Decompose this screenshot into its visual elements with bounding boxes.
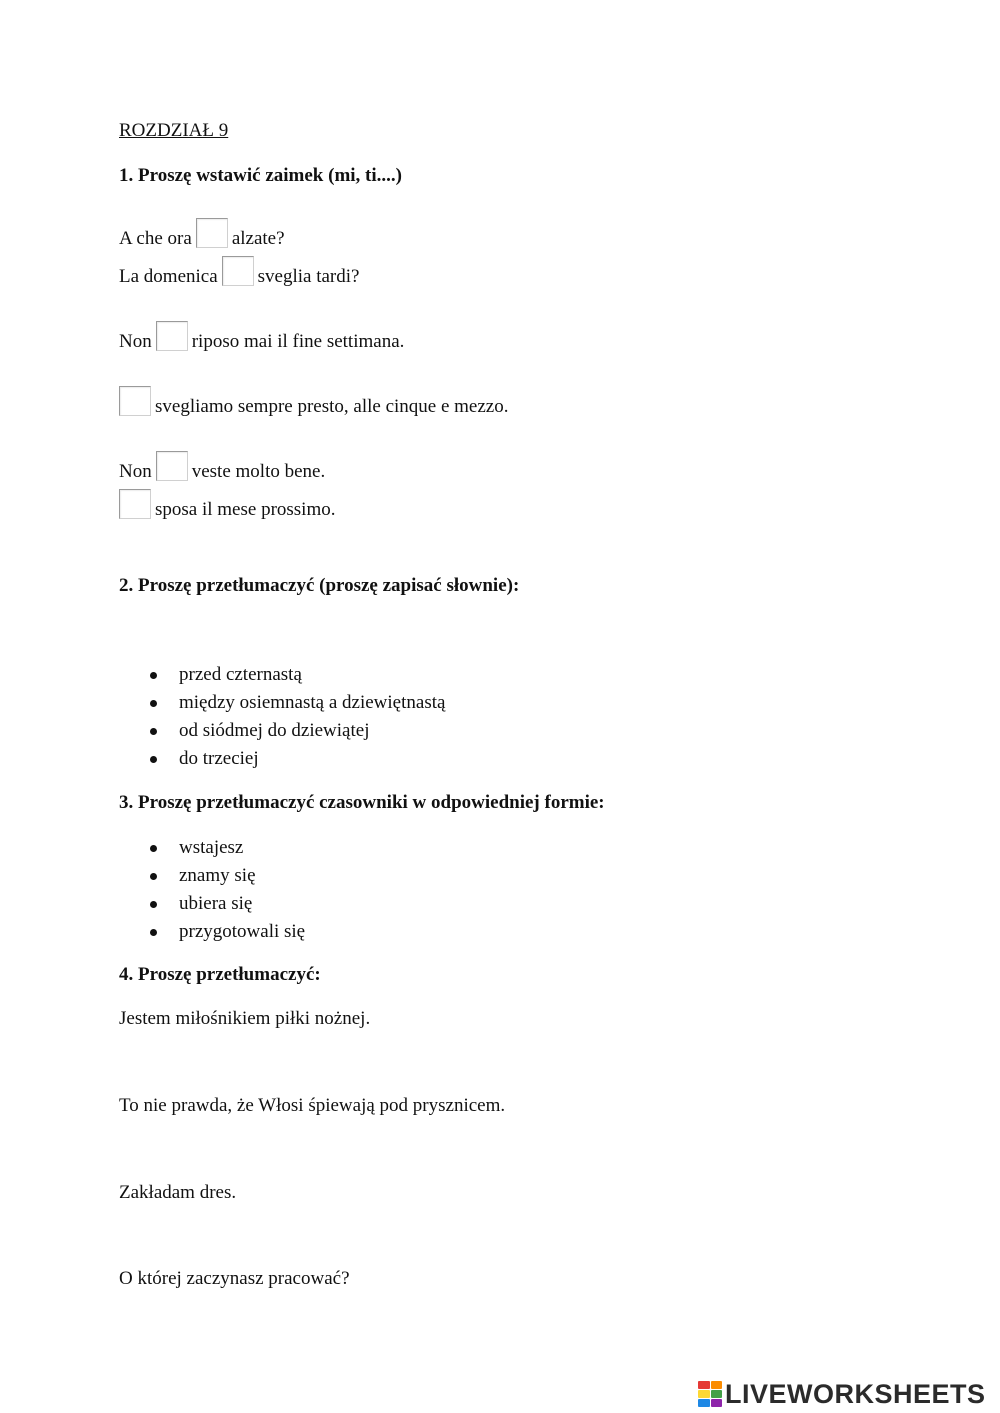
section-3-list [119, 837, 305, 949]
liveworksheets-logo [698, 1378, 986, 1410]
sentence-after: sveglia tardi? [257, 266, 360, 287]
list-item: między osiemnastą a dziewiętnastą [119, 692, 445, 720]
fill-sentence-5 [119, 451, 325, 483]
section-3-heading: 3. Proszę przetłumaczyć czasowniki w odpowiedniej formie: [119, 792, 605, 813]
answer-box-6[interactable] [119, 489, 151, 519]
bullet-icon [150, 700, 157, 707]
bullet-icon [150, 901, 157, 908]
sentence-after: alzate? [231, 228, 285, 249]
fill-sentence-2 [119, 256, 359, 288]
sentence-after: sposa il mese prossimo. [155, 499, 336, 520]
sentence-after: svegliamo sempre presto, alle cinque e mezzo. [155, 396, 509, 417]
sentence-before: A che ora [119, 228, 192, 249]
answer-box-2[interactable] [222, 256, 254, 286]
answer-box-3[interactable] [156, 321, 188, 351]
bullet-icon [150, 728, 157, 735]
list-item: od siódmej do dziewiątej [119, 720, 445, 748]
translate-sentence-4: O której zaczynasz pracować? [119, 1268, 350, 1289]
bullet-icon [150, 873, 157, 880]
list-item: przed czternastą [119, 664, 445, 692]
sentence-before: Non [119, 331, 152, 352]
chapter-title: ROZDZIAŁ 9 [119, 120, 229, 141]
translate-sentence-1: Jestem miłośnikiem piłki nożnej. [119, 1008, 371, 1029]
bullet-icon [150, 929, 157, 936]
logo-icon [698, 1381, 722, 1407]
sentence-after: riposo mai il fine settimana. [191, 331, 405, 352]
bullet-icon [150, 756, 157, 763]
logo-text: LIVEWORKSHEETS [725, 1379, 986, 1409]
section-1-heading: 1. Proszę wstawić zaimek (mi, ti....) [119, 165, 402, 186]
sentence-before: Non [119, 461, 152, 482]
bullet-icon [150, 672, 157, 679]
answer-box-1[interactable] [196, 218, 228, 248]
fill-sentence-3 [119, 321, 404, 353]
translate-sentence-3: Zakładam dres. [119, 1182, 237, 1203]
sentence-before: La domenica [119, 266, 218, 287]
translate-sentence-2: To nie prawda, że Włosi śpiewają pod prysznicem. [119, 1095, 506, 1116]
answer-box-5[interactable] [156, 451, 188, 481]
list-item: wstajesz [119, 837, 305, 865]
fill-sentence-6 [119, 489, 336, 521]
section-2-list [119, 664, 445, 776]
list-item: do trzeciej [119, 748, 445, 776]
bullet-icon [150, 845, 157, 852]
sentence-after: veste molto bene. [191, 461, 326, 482]
answer-box-4[interactable] [119, 386, 151, 416]
list-item: znamy się [119, 865, 305, 893]
fill-sentence-4 [119, 386, 508, 418]
section-2-heading: 2. Proszę przetłumaczyć (proszę zapisać słownie): [119, 575, 520, 596]
section-4-heading: 4. Proszę przetłumaczyć: [119, 964, 321, 985]
list-item: przygotowali się [119, 921, 305, 949]
list-item: ubiera się [119, 893, 305, 921]
fill-sentence-1 [119, 218, 285, 250]
